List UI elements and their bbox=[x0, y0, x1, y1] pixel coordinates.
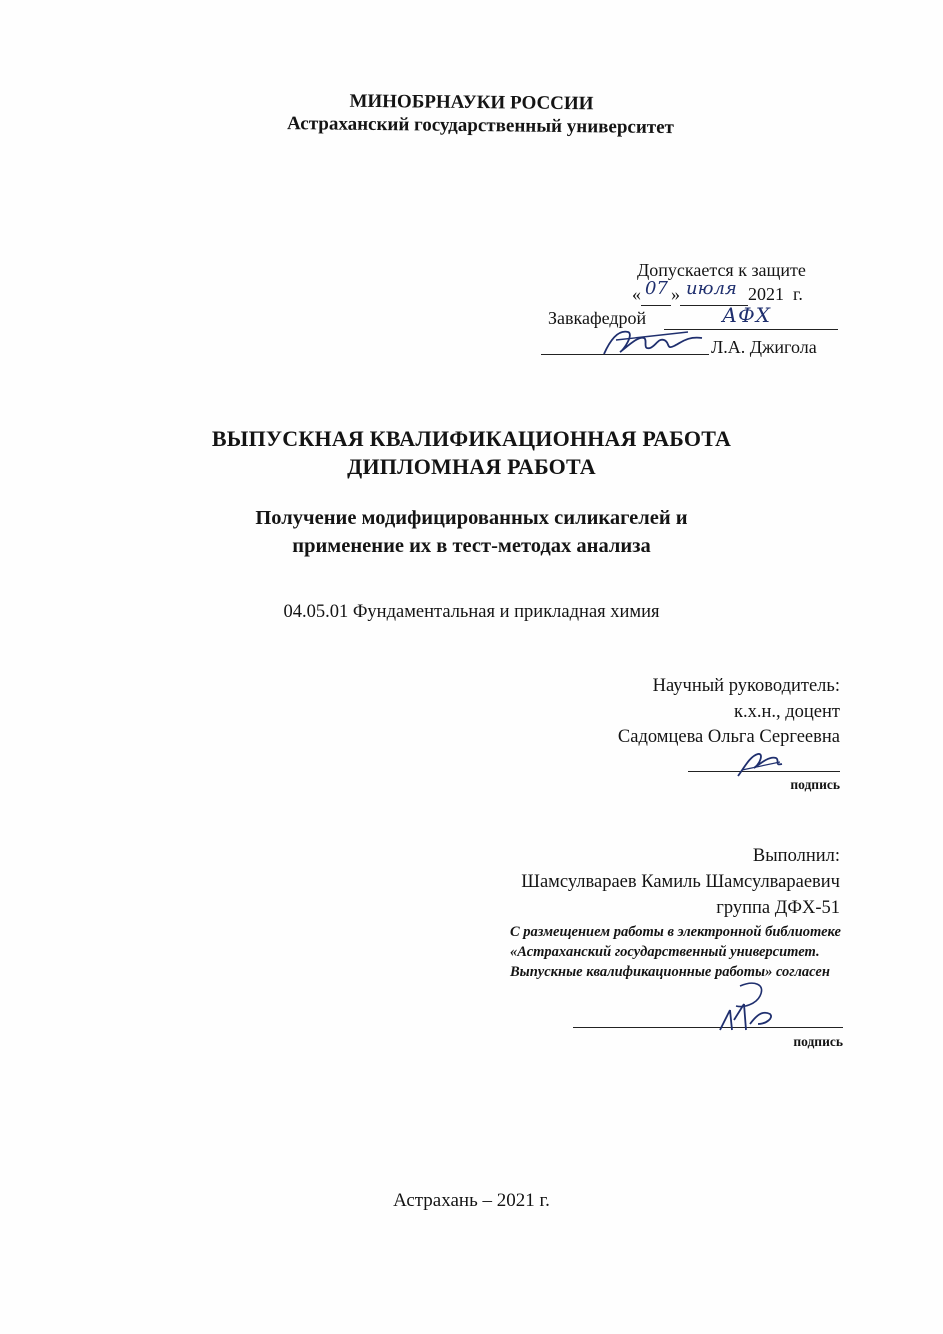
student-group: группа ДФХ-51 bbox=[716, 898, 840, 918]
date-open-quote: « bbox=[632, 284, 641, 304]
student-name: Шамсулвараев Камиль Шамсулвараевич bbox=[521, 872, 840, 892]
supervisor-signature bbox=[736, 750, 786, 780]
admit-label: Допускается к защите bbox=[637, 260, 806, 280]
date-close-quote: » bbox=[671, 284, 680, 304]
title-line-1: ВЫПУСКНАЯ КВАЛИФИКАЦИОННАЯ РАБОТА bbox=[211, 426, 732, 451]
head-label: Завкафедрой bbox=[548, 308, 647, 328]
handwritten-department: АФХ bbox=[722, 303, 771, 327]
day-field bbox=[641, 278, 671, 306]
city-year: Астрахань – 2021 г. bbox=[393, 1190, 550, 1211]
year-text: 2021 bbox=[748, 284, 784, 304]
ministry-heading: МИНОБРНАУКИ РОССИИ bbox=[349, 90, 594, 115]
handwritten-day: 07 bbox=[645, 278, 668, 299]
consent-text: С размещением работы в электронной библиотеке «Астраханский государственный университет. Выпускные квалификационные работы» согласен bbox=[510, 924, 841, 980]
student-signature bbox=[700, 980, 790, 1036]
supervisor-signature-label: подпись bbox=[790, 777, 840, 792]
head-signature bbox=[598, 326, 708, 358]
supervisor-name: Садомцева Ольга Сергеевна bbox=[617, 727, 840, 747]
title-line-2: ДИПЛОМНАЯ РАБОТА bbox=[347, 454, 596, 479]
specialty: 04.05.01 Фундаментальная и прикладная химия bbox=[283, 602, 660, 622]
student-label: Выполнил: bbox=[752, 846, 840, 866]
student-signature-label: подпись bbox=[793, 1034, 843, 1049]
head-name: Л.А. Джигола bbox=[711, 337, 817, 357]
topic-line-1: Получение модифицированных силикагелей и bbox=[255, 507, 688, 529]
approval-date bbox=[632, 278, 803, 306]
handwritten-month: июля bbox=[686, 278, 737, 299]
university-name: Астраханский государственный университет bbox=[286, 113, 675, 139]
supervisor-label: Научный руководитель: bbox=[652, 676, 840, 696]
supervisor-degree: к.х.н., доцент bbox=[733, 702, 840, 722]
year-suffix: г. bbox=[793, 284, 803, 304]
topic-line-2: применение их в тест-методах анализа bbox=[292, 535, 651, 557]
